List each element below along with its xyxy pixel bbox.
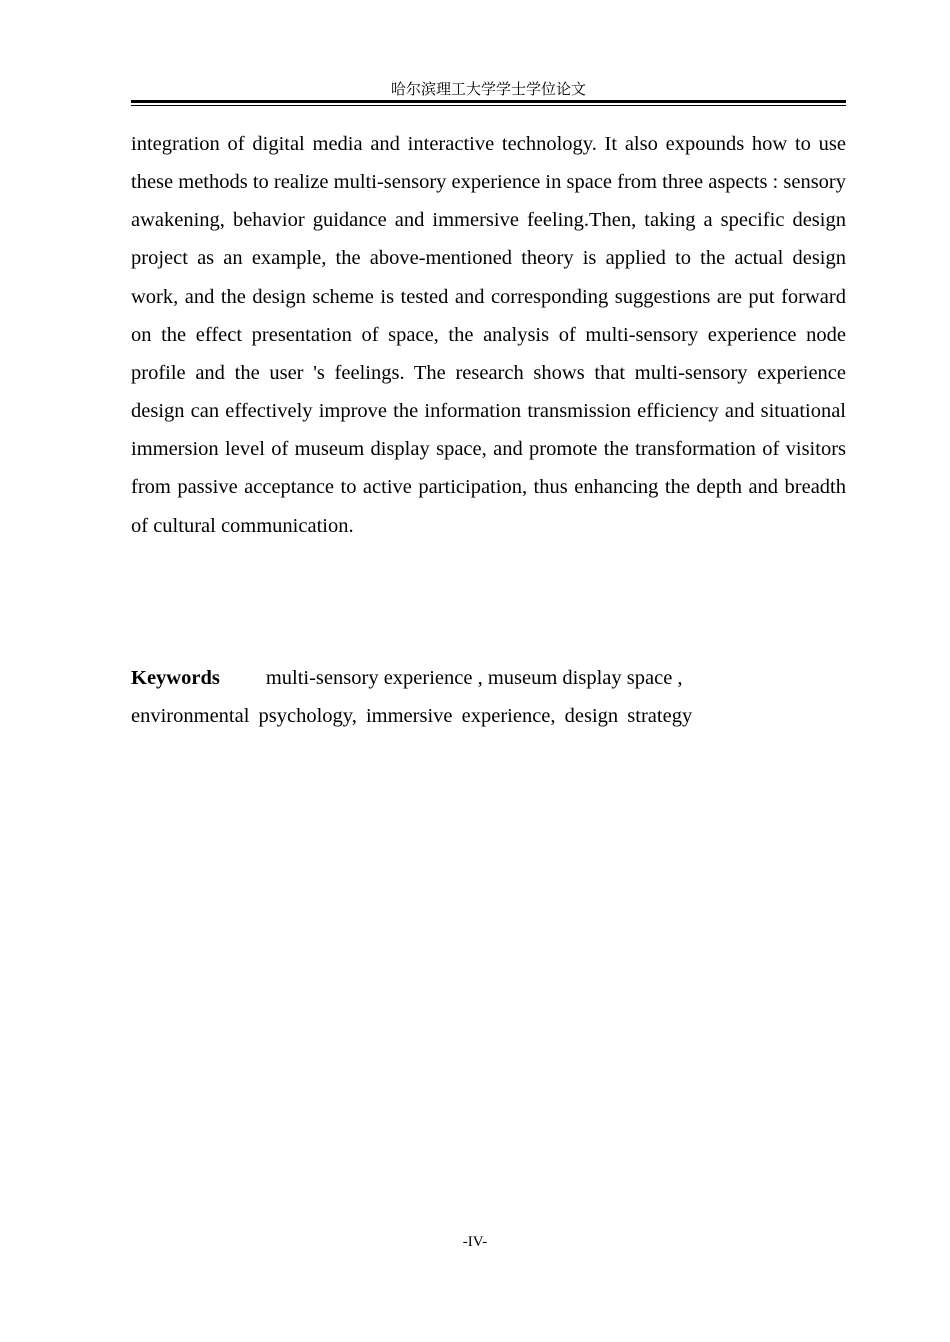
header-rule-thick <box>131 100 846 103</box>
keywords-label: Keywords <box>131 667 220 689</box>
keywords-paragraph <box>131 659 846 735</box>
keywords-line2: environmental psychology, immersive experience, design strategy <box>131 705 693 728</box>
header-rule-thin <box>131 105 846 106</box>
page-number: -IV- <box>462 1234 488 1250</box>
keywords-line1: multi-sensory experience , museum display space , <box>265 667 683 689</box>
abstract-body: integration of digital media and interactive technology. It also expounds how to use these methods to realize multi-sensory experience in space from three aspects : sensory awakening, behavior guidance and immersive feeling.Then, taking a specific design project as an example, the above-mentioned theory is applied to the actual design work, and the design scheme is tested and corresponding suggestions are put forward on the effect presentation of space, the analysis of multi-sensory experience node profile and the user 's feelings. The research shows that multi-sensory experience design can effectively improve the information transmission efficiency and situational immersion level of museum display space, and promote the transformation of visitors from passive acceptance to active participation, thus enhancing the depth and breadth of cultural communication. <box>131 133 846 537</box>
header-title: 哈尔滨理工大学学士学位论文 <box>390 80 586 98</box>
